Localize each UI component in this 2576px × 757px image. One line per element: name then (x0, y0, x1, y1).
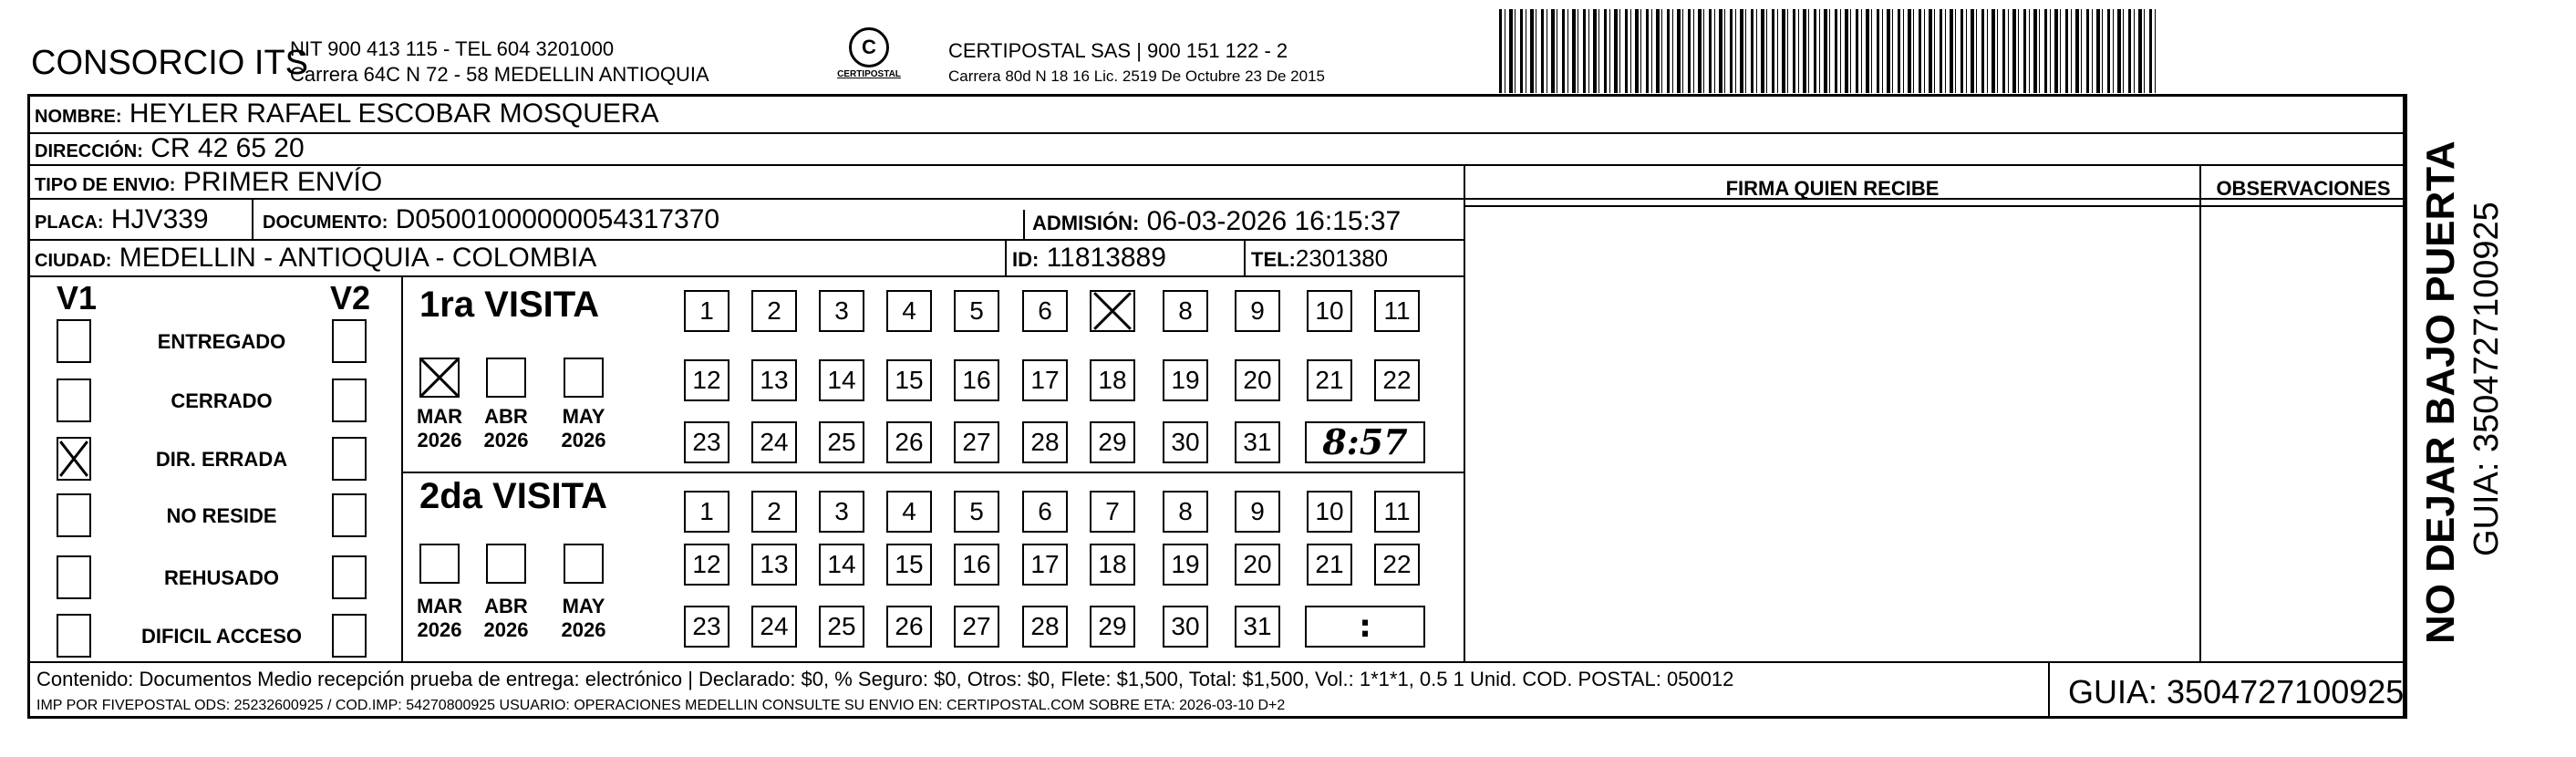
month-name: MAY (562, 405, 605, 428)
month-name: ABR (484, 405, 528, 428)
signature-column-header: FIRMA QUIEN RECIBE (1725, 177, 1940, 200)
logo-emblem-icon: C (849, 27, 889, 67)
contents-line: Contenido: Documentos Medio recepción prueba de entrega: electrónico | Declarado: $0, % Seguro: $0, Otros: $0, Flete: $1,500, Total: $1,500, Vol.: 1*1*1, 0.5 1 Unid. COD. POSTAL: 050012 (36, 668, 1734, 690)
admision-label: ADMISIÓN: (1032, 212, 1140, 234)
no-under-door-warning: NO DEJAR BAJO PUERTA (2418, 140, 2463, 644)
day-cell[interactable]: 30 (1163, 606, 1208, 648)
courier-name-line: CERTIPOSTAL SAS | 900 151 122 - 2 (948, 39, 1288, 62)
day-cell[interactable]: 5 (954, 491, 999, 533)
day-cell[interactable] (1090, 290, 1135, 332)
visit-time-box[interactable]: : (1305, 606, 1425, 648)
day-cell[interactable]: 24 (751, 606, 797, 648)
day-cell[interactable]: 10 (1307, 491, 1352, 533)
day-cell[interactable]: 15 (886, 544, 932, 586)
month-checkbox[interactable] (419, 358, 460, 398)
day-cell[interactable]: 26 (886, 606, 932, 648)
month-checkbox[interactable] (486, 358, 526, 398)
v1-checkbox[interactable] (57, 614, 91, 658)
day-cell[interactable]: 5 (954, 290, 999, 332)
day-cell[interactable]: 2 (751, 290, 797, 332)
nombre-label: NOMBRE: (35, 107, 122, 127)
side-guide-number: GUIA: 3504727100925 (2467, 202, 2506, 556)
day-cell[interactable]: 20 (1235, 359, 1280, 401)
day-cell[interactable]: 23 (684, 421, 729, 463)
day-cell[interactable]: 10 (1307, 290, 1352, 332)
recipient-city: MEDELLIN - ANTIOQUIA - COLOMBIA (119, 243, 597, 273)
day-cell[interactable]: 13 (751, 544, 797, 586)
v2-checkbox[interactable] (332, 319, 367, 363)
day-cell[interactable]: 25 (819, 421, 864, 463)
month-checkbox[interactable] (564, 544, 604, 584)
day-cell[interactable]: 9 (1235, 491, 1280, 533)
v2-checkbox[interactable] (332, 378, 367, 422)
day-cell[interactable]: 31 (1235, 421, 1280, 463)
address-field (35, 133, 305, 164)
day-cell[interactable]: 2 (751, 491, 797, 533)
day-cell[interactable]: 23 (684, 606, 729, 648)
v1-checkbox[interactable] (57, 555, 91, 599)
day-cell[interactable]: 14 (819, 359, 864, 401)
day-cell[interactable]: 25 (819, 606, 864, 648)
v1-checkbox[interactable] (57, 378, 91, 422)
day-cell[interactable]: 28 (1022, 606, 1068, 648)
placa-label: PLACA: (35, 213, 104, 233)
v2-checkbox[interactable] (332, 437, 367, 481)
first-visit-title: 1ra VISITA (419, 285, 600, 325)
day-cell[interactable]: 19 (1163, 359, 1208, 401)
company-address-line: Carrera 64C N 72 - 58 MEDELLIN ANTIOQUIA (290, 63, 709, 86)
tracking-barcode (1499, 9, 2156, 93)
city-field (35, 243, 596, 274)
recipient-name-field (35, 99, 659, 130)
courier-details (948, 38, 1325, 89)
month-name: MAR (416, 405, 463, 428)
phone-number: 2301380 (1295, 244, 1389, 272)
month-year: 2026 (417, 618, 462, 641)
v1-header: V1 (57, 279, 98, 316)
month-label (477, 595, 535, 642)
month-name: MAR (416, 595, 463, 617)
second-visit-title: 2da VISITA (419, 476, 607, 516)
day-cell[interactable]: 11 (1374, 491, 1420, 533)
month-label (554, 595, 613, 642)
day-cell[interactable]: 4 (886, 491, 932, 533)
month-year: 2026 (561, 429, 606, 451)
shipment-type-field (35, 167, 382, 198)
logo-text: CERTIPOSTAL (837, 69, 901, 79)
company-nit-line: NIT 900 413 115 - TEL 604 3201000 (290, 37, 615, 60)
ciudad-label: CIUDAD: (35, 251, 112, 271)
courier-license-line: Carrera 80d N 18 16 Lic. 2519 De Octubre 23 De 2015 (948, 67, 1325, 85)
v1-checkbox[interactable] (57, 319, 91, 363)
v2-header: V2 (330, 279, 371, 316)
day-cell[interactable]: 1 (684, 290, 729, 332)
plate-field (35, 204, 209, 235)
day-cell[interactable]: 14 (819, 544, 864, 586)
visit-time-box[interactable]: 8:57 (1305, 421, 1425, 463)
day-cell[interactable]: 31 (1235, 606, 1280, 648)
month-label (477, 405, 535, 452)
day-cell[interactable]: 18 (1090, 359, 1135, 401)
document-number: D05001000000054317370 (395, 204, 720, 234)
day-cell[interactable]: 21 (1307, 359, 1352, 401)
tipo-envio-label: TIPO DE ENVIO: (35, 175, 176, 195)
v2-checkbox[interactable] (332, 614, 367, 658)
day-cell[interactable]: 7 (1090, 491, 1135, 533)
status-label: ENTREGADO (157, 330, 286, 353)
plate-number: HJV339 (110, 204, 209, 234)
day-cell[interactable]: 13 (751, 359, 797, 401)
tel-label: TEL: (1251, 248, 1296, 271)
day-cell[interactable]: 16 (954, 359, 999, 401)
month-name: ABR (484, 595, 528, 617)
day-cell[interactable]: 18 (1090, 544, 1135, 586)
day-cell[interactable]: 17 (1022, 544, 1068, 586)
v2-checkbox[interactable] (332, 493, 367, 537)
company-details (290, 36, 709, 88)
day-cell[interactable]: 29 (1090, 421, 1135, 463)
day-cell[interactable]: 29 (1090, 606, 1135, 648)
month-name: MAY (562, 595, 605, 617)
day-cell[interactable]: 22 (1374, 544, 1420, 586)
status-label: CERRADO (171, 389, 273, 412)
day-cell[interactable]: 4 (886, 290, 932, 332)
status-label: REHUSADO (164, 566, 279, 589)
month-year: 2026 (417, 429, 462, 451)
day-cell[interactable]: 15 (886, 359, 932, 401)
day-cell[interactable]: 16 (954, 544, 999, 586)
direccion-label: DIRECCIÓN: (35, 141, 143, 161)
v1-checkbox[interactable] (57, 437, 91, 481)
day-cell[interactable]: 28 (1022, 421, 1068, 463)
day-cell[interactable]: 11 (1374, 290, 1420, 332)
month-checkbox[interactable] (486, 544, 526, 584)
day-cell[interactable]: 3 (819, 290, 864, 332)
month-label (410, 405, 469, 452)
company-name: CONSORCIO ITS (31, 44, 309, 82)
day-cell[interactable]: 22 (1374, 359, 1420, 401)
observations-column-header: OBSERVACIONES (2216, 177, 2391, 200)
month-year: 2026 (561, 618, 606, 641)
id-label: ID: (1012, 248, 1040, 271)
admission-field (1032, 206, 1401, 237)
day-cell[interactable]: 27 (954, 606, 999, 648)
day-cell[interactable]: 19 (1163, 544, 1208, 586)
day-cell[interactable]: 12 (684, 359, 729, 401)
recipient-name: HEYLER RAFAEL ESCOBAR MOSQUERA (129, 99, 659, 129)
day-cell[interactable]: 6 (1022, 290, 1068, 332)
status-label: NO RESIDE (166, 504, 277, 527)
day-cell[interactable]: 6 (1022, 491, 1068, 533)
day-cell[interactable]: 24 (751, 421, 797, 463)
day-cell[interactable]: 1 (684, 491, 729, 533)
day-cell[interactable]: 26 (886, 421, 932, 463)
month-checkbox[interactable] (564, 358, 604, 398)
day-cell[interactable]: 21 (1307, 544, 1352, 586)
phone-field (1251, 244, 1388, 273)
status-label: DIR. ERRADA (155, 448, 288, 471)
day-cell[interactable]: 17 (1022, 359, 1068, 401)
id-number: 11813889 (1046, 243, 1166, 273)
month-label (554, 405, 613, 452)
day-cell[interactable]: 8 (1163, 290, 1208, 332)
admission-datetime: 06-03-2026 16:15:37 (1146, 206, 1402, 236)
status-label: DIFICIL ACCESO (140, 625, 302, 648)
v2-checkbox[interactable] (332, 555, 367, 599)
guide-number: GUIA: 3504727100925 (2068, 673, 2405, 710)
day-cell[interactable]: 9 (1235, 290, 1280, 332)
day-cell[interactable]: 27 (954, 421, 999, 463)
id-field (1012, 243, 1166, 274)
day-cell[interactable]: 3 (819, 491, 864, 533)
month-label (410, 595, 469, 642)
document-field (263, 204, 719, 235)
month-year: 2026 (483, 429, 529, 451)
documento-label: DOCUMENTO: (263, 213, 388, 233)
v1-checkbox[interactable] (57, 493, 91, 537)
month-year: 2026 (483, 618, 529, 641)
print-info-line: IMP POR FIVEPOSTAL ODS: 25232600925 / COD.IMP: 54270800925 USUARIO: OPERACIONES MEDELLIN CONSULTE SU ENVIO EN: CERTIPOSTAL.COM SOBRE ETA: 2026-03-10 D+2 (36, 698, 1286, 713)
recipient-address: CR 42 65 20 (150, 133, 305, 163)
certipostal-logo (837, 27, 901, 91)
month-checkbox[interactable] (419, 544, 460, 584)
shipment-type: PRIMER ENVÍO (182, 167, 383, 197)
day-cell[interactable]: 12 (684, 544, 729, 586)
day-cell[interactable]: 20 (1235, 544, 1280, 586)
day-cell[interactable]: 30 (1163, 421, 1208, 463)
day-cell[interactable]: 8 (1163, 491, 1208, 533)
